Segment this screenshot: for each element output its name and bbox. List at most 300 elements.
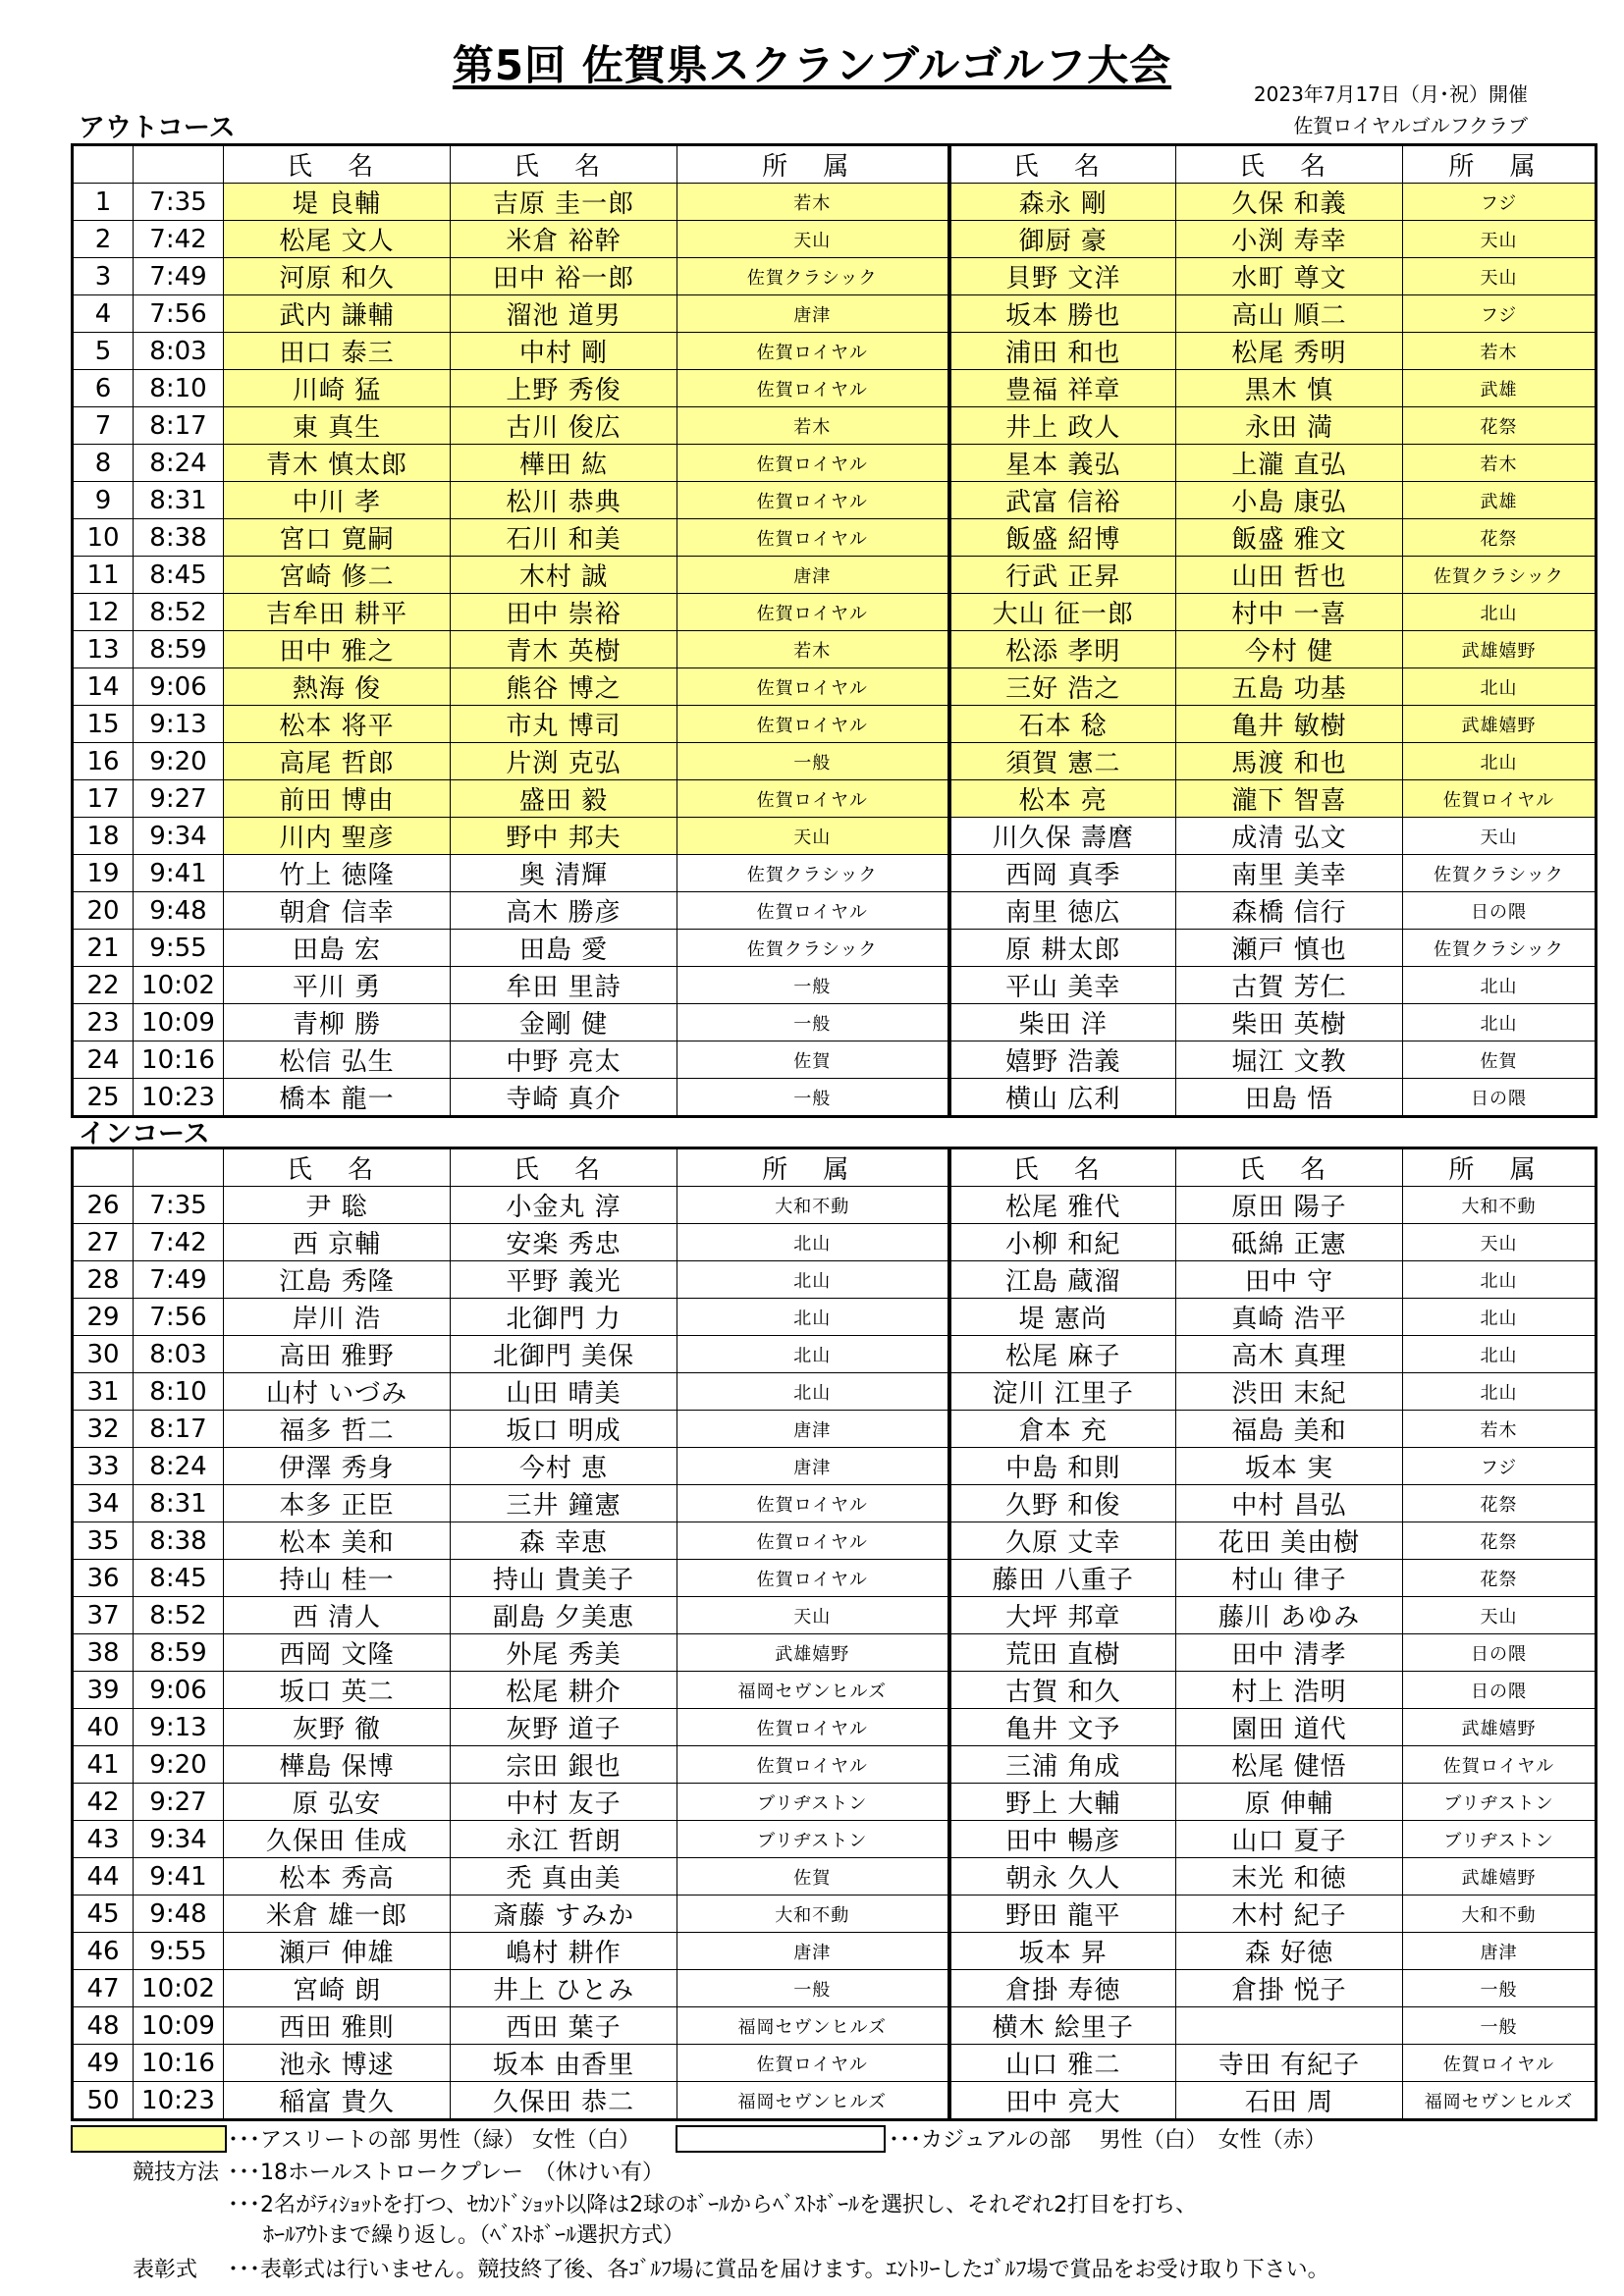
pairing-row	[73, 1336, 1597, 1373]
player-name: 坂本 昇	[949, 1933, 1176, 1970]
player-name: 米倉 雄一郎	[224, 1896, 451, 1933]
player-name: 江島 秀隆	[224, 1261, 451, 1299]
player-name: 上野 秀俊	[451, 370, 677, 407]
pairing-row	[73, 930, 1597, 967]
club-name: 大和不動	[1403, 1896, 1597, 1933]
in-course-label: インコース	[79, 1119, 210, 1149]
player-name: 小金丸 淳	[451, 1187, 677, 1224]
player-name: 久保田 恭二	[451, 2082, 677, 2120]
player-name: 飯盛 紹博	[949, 519, 1176, 557]
tee-time: 7:42	[134, 221, 224, 258]
tee-time: 9:13	[134, 1709, 224, 1746]
player-name: 山口 夏子	[1176, 1821, 1403, 1858]
player-name: 尹 聡	[224, 1187, 451, 1224]
pairing-row	[73, 892, 1597, 930]
player-name: 樺島 保博	[224, 1746, 451, 1784]
start-number: 37	[73, 1597, 134, 1634]
player-name: 淀川 江里子	[949, 1373, 1176, 1411]
start-number: 29	[73, 1299, 134, 1336]
player-name: 熱海 俊	[224, 668, 451, 706]
player-name: 奥 清輝	[451, 855, 677, 892]
club-name: フジ	[1403, 184, 1597, 221]
player-name: 上瀧 直弘	[1176, 445, 1403, 482]
player-name: 大坪 邦章	[949, 1597, 1176, 1634]
player-name: 伊澤 秀身	[224, 1448, 451, 1485]
event-date: 2023年7月17日（月･祝）開催	[1253, 82, 1528, 106]
player-name: 川崎 猛	[224, 370, 451, 407]
player-name: 松添 孝明	[949, 631, 1176, 668]
header-name: 氏 名	[224, 1148, 451, 1187]
club-name: 福岡セヴンヒルズ	[677, 1672, 949, 1709]
tee-time: 7:49	[134, 258, 224, 295]
player-name: 久保 和義	[1176, 184, 1403, 221]
tee-time: 8:38	[134, 1522, 224, 1560]
player-name: 平川 勇	[224, 967, 451, 1004]
player-name: 亀井 文予	[949, 1709, 1176, 1746]
club-name: 若木	[677, 631, 949, 668]
club-name: 北山	[677, 1299, 949, 1336]
start-number: 15	[73, 706, 134, 743]
tee-time: 9:20	[134, 1746, 224, 1784]
player-name: 河原 和久	[224, 258, 451, 295]
player-name: 倉掛 悦子	[1176, 1970, 1403, 2007]
player-name: 中村 剛	[451, 333, 677, 370]
player-name: 本多 正臣	[224, 1485, 451, 1522]
award-label: 表彰式	[133, 2258, 198, 2282]
pairing-row	[73, 668, 1597, 706]
pairing-row	[73, 2082, 1597, 2120]
player-name: 寺崎 真介	[451, 1079, 677, 1117]
header-name: 氏 名	[451, 145, 677, 184]
club-name: ブリヂストン	[1403, 1821, 1597, 1858]
player-name: 堤 良輔	[224, 184, 451, 221]
start-number: 10	[73, 519, 134, 557]
start-number: 24	[73, 1041, 134, 1079]
player-name: 松尾 健悟	[1176, 1746, 1403, 1784]
start-number: 4	[73, 295, 134, 333]
player-name: 吉牟田 耕平	[224, 594, 451, 631]
player-name: 野中 邦夫	[451, 818, 677, 855]
club-name: 佐賀ロイヤル	[677, 1709, 949, 1746]
pairing-row	[73, 557, 1597, 594]
club-name: 福岡セヴンヒルズ	[677, 2082, 949, 2120]
tee-time: 9:34	[134, 1821, 224, 1858]
club-name: 花祭	[1403, 407, 1597, 445]
club-name: 佐賀クラシック	[1403, 855, 1597, 892]
player-name: 原 耕太郎	[949, 930, 1176, 967]
start-number: 32	[73, 1411, 134, 1448]
venue-name: 佐賀ロイヤルゴルフクラブ	[1293, 114, 1528, 137]
player-name: 園田 道代	[1176, 1709, 1403, 1746]
tee-time: 10:09	[134, 1004, 224, 1041]
club-name: 唐津	[677, 1411, 949, 1448]
tee-time: 9:41	[134, 855, 224, 892]
player-name: 溜池 道男	[451, 295, 677, 333]
tee-time: 7:56	[134, 1299, 224, 1336]
player-name: 星本 義弘	[949, 445, 1176, 482]
club-name: 佐賀クラシック	[1403, 557, 1597, 594]
start-number: 9	[73, 482, 134, 519]
tee-time: 7:35	[134, 184, 224, 221]
club-name: 北山	[1403, 1261, 1597, 1299]
pairing-row	[73, 743, 1597, 780]
player-name: 三浦 角成	[949, 1746, 1176, 1784]
pairing-row	[73, 1933, 1597, 1970]
club-name: 佐賀ロイヤル	[677, 706, 949, 743]
player-name: 橋本 龍一	[224, 1079, 451, 1117]
start-number: 38	[73, 1634, 134, 1672]
club-name: 若木	[677, 407, 949, 445]
player-name: 北御門 美保	[451, 1336, 677, 1373]
start-number: 1	[73, 184, 134, 221]
pairing-row	[73, 221, 1597, 258]
header-name: 氏 名	[1176, 1148, 1403, 1187]
player-name: 森 好徳	[1176, 1933, 1403, 1970]
player-name: 井上 政人	[949, 407, 1176, 445]
player-name: 嶋村 耕作	[451, 1933, 677, 1970]
player-name: 田口 泰三	[224, 333, 451, 370]
player-name: 副島 夕美恵	[451, 1597, 677, 1634]
header-club: 所 属	[1403, 1148, 1597, 1187]
club-name: 佐賀ロイヤル	[677, 780, 949, 818]
club-name: 若木	[1403, 1411, 1597, 1448]
player-name: 中村 友子	[451, 1784, 677, 1821]
player-name: 前田 博由	[224, 780, 451, 818]
club-name: 武雄嬉野	[677, 1634, 949, 1672]
tee-time: 9:41	[134, 1858, 224, 1896]
start-number: 42	[73, 1784, 134, 1821]
player-name: 市丸 博司	[451, 706, 677, 743]
player-name: 古賀 和久	[949, 1672, 1176, 1709]
club-name: 花祭	[1403, 1485, 1597, 1522]
tee-time: 8:52	[134, 1597, 224, 1634]
player-name: 原 伸輔	[1176, 1784, 1403, 1821]
tee-time: 8:59	[134, 631, 224, 668]
club-name: 日の隈	[1403, 1079, 1597, 1117]
player-name: 豊福 祥章	[949, 370, 1176, 407]
player-name: 高尾 哲郎	[224, 743, 451, 780]
player-name: 竹上 徳隆	[224, 855, 451, 892]
start-number: 17	[73, 780, 134, 818]
club-name: 北山	[677, 1224, 949, 1261]
player-name: 森橋 信行	[1176, 892, 1403, 930]
player-name: 松本 将平	[224, 706, 451, 743]
pairing-row	[73, 1821, 1597, 1858]
in-course-table	[71, 1147, 1597, 2121]
player-name: 久原 丈幸	[949, 1522, 1176, 1560]
player-name: 亀井 敏樹	[1176, 706, 1403, 743]
player-name: 田中 裕一郎	[451, 258, 677, 295]
club-name: 天山	[1403, 1224, 1597, 1261]
player-name: 朝倉 信幸	[224, 892, 451, 930]
tee-time: 9:48	[134, 1896, 224, 1933]
player-name: 山口 雅二	[949, 2045, 1176, 2082]
club-name: 北山	[1403, 1299, 1597, 1336]
header-club: 所 属	[1403, 145, 1597, 184]
tee-time: 8:45	[134, 1560, 224, 1597]
club-name: 一般	[677, 967, 949, 1004]
player-name: 小渕 寿幸	[1176, 221, 1403, 258]
tee-time: 8:03	[134, 333, 224, 370]
tee-time: 8:31	[134, 1485, 224, 1522]
pairing-row	[73, 967, 1597, 1004]
player-name: 田島 悟	[1176, 1079, 1403, 1117]
club-name: 天山	[677, 1597, 949, 1634]
player-name: 末光 和徳	[1176, 1858, 1403, 1896]
club-name: 北山	[677, 1336, 949, 1373]
player-name: 水町 尊文	[1176, 258, 1403, 295]
club-name: 唐津	[677, 1448, 949, 1485]
club-name: 武雄嬉野	[1403, 1858, 1597, 1896]
club-name: 北山	[1403, 594, 1597, 631]
player-name: 瀧下 智喜	[1176, 780, 1403, 818]
header-name: 氏 名	[1176, 145, 1403, 184]
player-name: 原 弘安	[224, 1784, 451, 1821]
pairing-row	[73, 1560, 1597, 1597]
pairing-row	[73, 1261, 1597, 1299]
start-number: 30	[73, 1336, 134, 1373]
start-number: 12	[73, 594, 134, 631]
pairing-row	[73, 1079, 1597, 1117]
player-name: 今村 健	[1176, 631, 1403, 668]
start-number: 31	[73, 1373, 134, 1411]
player-name: 松本 美和	[224, 1522, 451, 1560]
player-name: 山田 晴美	[451, 1373, 677, 1411]
player-name: 武富 信裕	[949, 482, 1176, 519]
method-line-1: ･･･18ホールストロークプレー （休けい有）	[228, 2161, 665, 2185]
pairing-row	[73, 594, 1597, 631]
player-name: 坂本 勝也	[949, 295, 1176, 333]
club-name: 唐津	[677, 557, 949, 594]
club-name: 佐賀	[677, 1041, 949, 1079]
out-header-row	[73, 145, 1597, 184]
player-name: 宗田 銀也	[451, 1746, 677, 1784]
start-number: 6	[73, 370, 134, 407]
start-number: 27	[73, 1224, 134, 1261]
method-line-3: ﾎｰﾙｱｳﾄまで繰り返し。（ﾍﾞｽﾄﾎﾞｰﾙ選択方式）	[263, 2223, 685, 2248]
player-name: 柴田 洋	[949, 1004, 1176, 1041]
club-name: 天山	[1403, 221, 1597, 258]
athlete-legend-text: ･･･アスリートの部 男性（緑） 女性（白）	[228, 2128, 641, 2153]
pairing-row	[73, 1004, 1597, 1041]
player-name: 三井 鐘憲	[451, 1485, 677, 1522]
player-name: 松尾 雅代	[949, 1187, 1176, 1224]
player-name: 嬉野 浩義	[949, 1041, 1176, 1079]
pairing-row	[73, 1784, 1597, 1821]
player-name: 片渕 克弘	[451, 743, 677, 780]
pairing-row	[73, 1224, 1597, 1261]
pairing-row	[73, 706, 1597, 743]
club-name: 一般	[677, 743, 949, 780]
pairing-row	[73, 780, 1597, 818]
player-name: 荒田 直樹	[949, 1634, 1176, 1672]
club-name: 若木	[1403, 445, 1597, 482]
tee-time: 9:27	[134, 780, 224, 818]
player-name: 南里 美幸	[1176, 855, 1403, 892]
player-name: 樺田 紘	[451, 445, 677, 482]
pairing-row	[73, 407, 1597, 445]
tee-time: 9:06	[134, 1672, 224, 1709]
pairing-row	[73, 445, 1597, 482]
player-name: 岸川 浩	[224, 1299, 451, 1336]
start-number: 48	[73, 2007, 134, 2045]
player-name: 山田 哲也	[1176, 557, 1403, 594]
club-name: 佐賀ロイヤル	[677, 668, 949, 706]
club-name: 佐賀ロイヤル	[677, 445, 949, 482]
start-number: 44	[73, 1858, 134, 1896]
club-name: 佐賀	[1403, 1041, 1597, 1079]
club-name: 佐賀ロイヤル	[677, 1746, 949, 1784]
method-label: 競技方法	[133, 2161, 220, 2185]
player-name: 熊谷 博之	[451, 668, 677, 706]
club-name: 武雄嬉野	[1403, 631, 1597, 668]
tee-time: 10:23	[134, 1079, 224, 1117]
start-number: 23	[73, 1004, 134, 1041]
player-name: 高山 順二	[1176, 295, 1403, 333]
player-name: 田中 雅之	[224, 631, 451, 668]
player-name: 池永 博逑	[224, 2045, 451, 2082]
club-name: 北山	[677, 1373, 949, 1411]
player-name: 西田 雅則	[224, 2007, 451, 2045]
method-line-2: ･･･2名がﾃｨｼｮｯﾄを打つ、ｾｶﾝﾄﾞｼｮｯﾄ以降は2球のﾎﾞｰﾙからﾍﾞｽﾄﾎﾞｰﾙを選択し、それぞれ2打目を打ち、	[228, 2193, 1198, 2217]
club-name: 天山	[677, 221, 949, 258]
player-name: 永田 満	[1176, 407, 1403, 445]
player-name: 福多 哲二	[224, 1411, 451, 1448]
player-name: 藤川 あゆみ	[1176, 1597, 1403, 1634]
start-number: 16	[73, 743, 134, 780]
club-name: 佐賀ロイヤル	[677, 2045, 949, 2082]
club-name: 花祭	[1403, 1560, 1597, 1597]
player-name: 田中 崇裕	[451, 594, 677, 631]
player-name: 東 真生	[224, 407, 451, 445]
club-name: 花祭	[1403, 1522, 1597, 1560]
player-name: 松尾 耕介	[451, 1672, 677, 1709]
pairing-row	[73, 1299, 1597, 1336]
player-name: 中島 和則	[949, 1448, 1176, 1485]
tee-time: 9:20	[134, 743, 224, 780]
player-name: 田中 守	[1176, 1261, 1403, 1299]
player-name: 北御門 力	[451, 1299, 677, 1336]
club-name: フジ	[1403, 1448, 1597, 1485]
start-number: 19	[73, 855, 134, 892]
club-name: 佐賀ロイヤル	[1403, 1746, 1597, 1784]
club-name: 北山	[1403, 1373, 1597, 1411]
player-name: 西田 葉子	[451, 2007, 677, 2045]
player-name: 木村 誠	[451, 557, 677, 594]
tee-time: 7:49	[134, 1261, 224, 1299]
start-number: 40	[73, 1709, 134, 1746]
player-name: 行武 正昇	[949, 557, 1176, 594]
player-name: 宮口 寛嗣	[224, 519, 451, 557]
start-number: 14	[73, 668, 134, 706]
player-name: 朝永 久人	[949, 1858, 1176, 1896]
club-name: 佐賀ロイヤル	[677, 333, 949, 370]
player-name: 渋田 末紀	[1176, 1373, 1403, 1411]
club-name: 日の隈	[1403, 1634, 1597, 1672]
player-name: 瀬戸 慎也	[1176, 930, 1403, 967]
start-number: 26	[73, 1187, 134, 1224]
player-name: 小島 康弘	[1176, 482, 1403, 519]
start-number: 50	[73, 2082, 134, 2120]
start-number: 20	[73, 892, 134, 930]
player-name: 貝野 文洋	[949, 258, 1176, 295]
player-name: 宮崎 朗	[224, 1970, 451, 2007]
pairing-row	[73, 1970, 1597, 2007]
pairing-row	[73, 1858, 1597, 1896]
player-name: 牟田 里詩	[451, 967, 677, 1004]
casual-legend-swatch	[676, 2125, 886, 2153]
player-name: 石田 周	[1176, 2082, 1403, 2120]
player-name: 石本 稔	[949, 706, 1176, 743]
start-number: 5	[73, 333, 134, 370]
header-empty	[73, 145, 134, 184]
player-name: 野上 大輔	[949, 1784, 1176, 1821]
player-name: 浦田 和也	[949, 333, 1176, 370]
club-name: 大和不動	[1403, 1187, 1597, 1224]
start-number: 22	[73, 967, 134, 1004]
club-name: 佐賀ロイヤル	[677, 1485, 949, 1522]
player-name: 井上 ひとみ	[451, 1970, 677, 2007]
pairing-row	[73, 258, 1597, 295]
player-name: 田中 暢彦	[949, 1821, 1176, 1858]
tee-time: 8:10	[134, 370, 224, 407]
player-name: 村上 浩明	[1176, 1672, 1403, 1709]
start-number: 41	[73, 1746, 134, 1784]
start-number: 7	[73, 407, 134, 445]
player-name: 馬渡 和也	[1176, 743, 1403, 780]
player-name: 柴田 英樹	[1176, 1004, 1403, 1041]
start-number: 8	[73, 445, 134, 482]
player-name: 村中 一喜	[1176, 594, 1403, 631]
player-name: 田中 亮大	[949, 2082, 1176, 2120]
player-name: 山村 いづみ	[224, 1373, 451, 1411]
player-name: 松本 亮	[949, 780, 1176, 818]
tee-time: 10:09	[134, 2007, 224, 2045]
tee-time: 9:55	[134, 1933, 224, 1970]
tee-time: 8:17	[134, 407, 224, 445]
player-name: 米倉 裕幹	[451, 221, 677, 258]
club-name: 佐賀クラシック	[677, 855, 949, 892]
club-name: 天山	[1403, 258, 1597, 295]
player-name: 森 幸恵	[451, 1522, 677, 1560]
player-name: 大山 征一郎	[949, 594, 1176, 631]
club-name: 日の隈	[1403, 1672, 1597, 1709]
player-name: 須賀 憲二	[949, 743, 1176, 780]
pairing-row	[73, 1041, 1597, 1079]
player-name: 松尾 秀明	[1176, 333, 1403, 370]
player-name: 瀬戸 伸雄	[224, 1933, 451, 1970]
player-name: 平山 美幸	[949, 967, 1176, 1004]
player-name: 高田 雅野	[224, 1336, 451, 1373]
club-name: 佐賀ロイヤル	[1403, 780, 1597, 818]
pairing-row	[73, 1187, 1597, 1224]
header-empty	[73, 1148, 134, 1187]
player-name: 灰野 徹	[224, 1709, 451, 1746]
start-number: 49	[73, 2045, 134, 2082]
player-name: 久保田 佳成	[224, 1821, 451, 1858]
start-number: 11	[73, 557, 134, 594]
tee-time: 9:13	[134, 706, 224, 743]
player-name: 盛田 毅	[451, 780, 677, 818]
player-name: 古川 俊広	[451, 407, 677, 445]
player-name: 高木 真理	[1176, 1336, 1403, 1373]
player-name: 田島 宏	[224, 930, 451, 967]
player-name: 田中 清孝	[1176, 1634, 1403, 1672]
player-name: 古賀 芳仁	[1176, 967, 1403, 1004]
tee-time: 8:10	[134, 1373, 224, 1411]
player-name: 坂本 由香里	[451, 2045, 677, 2082]
pairing-row	[73, 1373, 1597, 1411]
